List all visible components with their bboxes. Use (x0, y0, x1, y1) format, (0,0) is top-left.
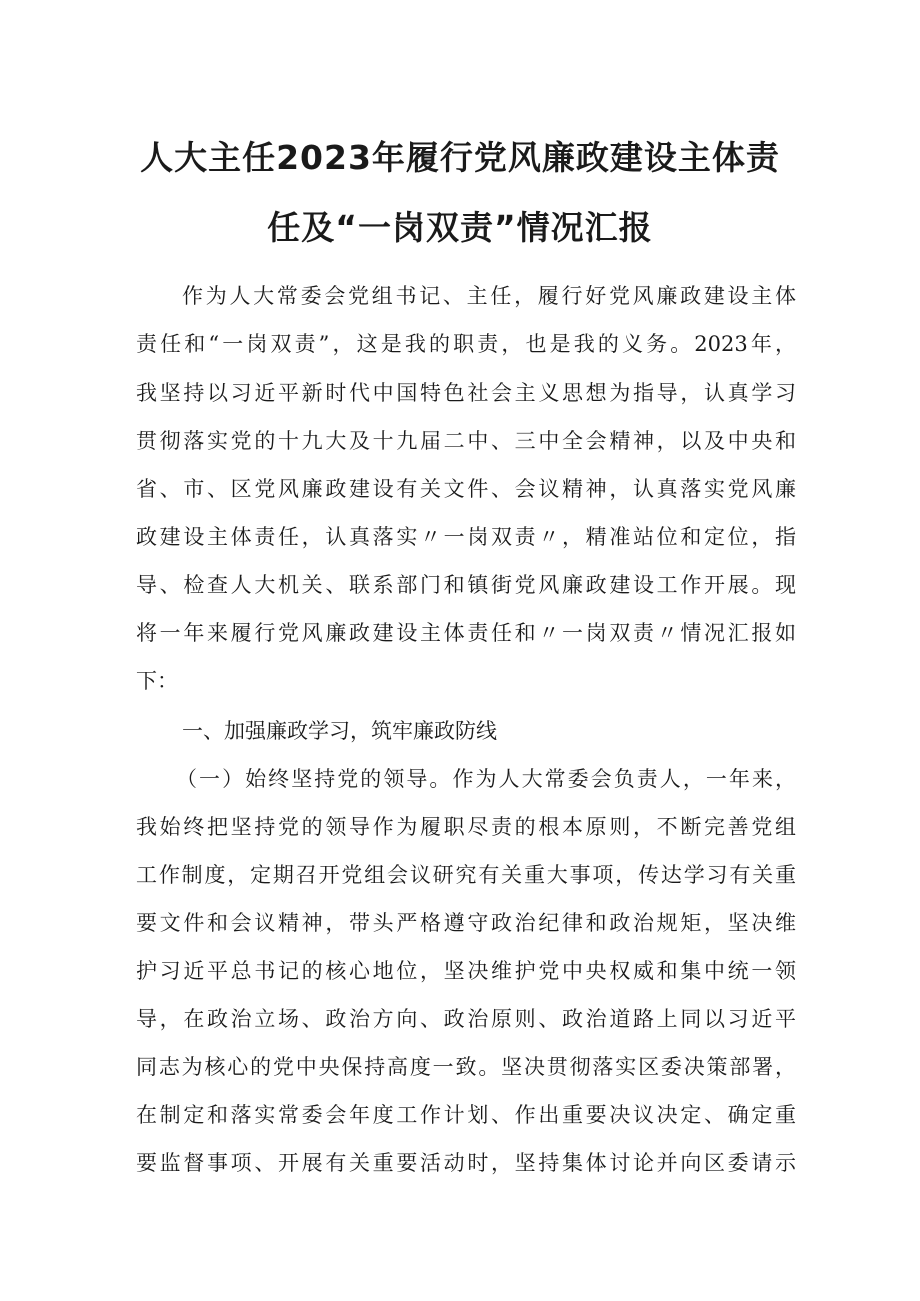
subsection-line: 我始终把坚持党的领导作为履职尽责的根本原则，不断完善党组 (136, 815, 796, 839)
intro-line: 将一年来履行党风廉政建设主体责任和〃一岗双责〃情况汇报如 (136, 621, 796, 645)
section-heading: 一、加强廉政学习，筑牢廉政防线 (182, 719, 497, 743)
subsection-line: 要监督事项、开展有关重要活动时，坚持集体讨论并向区委请示 (136, 1151, 796, 1175)
intro-line: 我坚持以习近平新时代中国特色社会主义思想为指导，认真学习 (136, 381, 796, 405)
document-title-line-1: 人大主任2023年履行党风廉政建设主体责 (140, 138, 780, 177)
intro-line: 下： (136, 669, 178, 693)
intro-line: 省、市、区党风廉政建设有关文件、会议精神，认真落实党风廉 (136, 477, 796, 501)
document-title-line-2: 任及“一岗双责”情况汇报 (267, 208, 653, 247)
subsection-line: （一）始终坚持党的领导。作为人大常委会负责人，一年来， (176, 767, 796, 791)
intro-line: 贯彻落实党的十九大及十九届二中、三中全会精神，以及中央和 (136, 429, 796, 453)
subsection-line: 导，在政治立场、政治方向、政治原则、政治道路上同以习近平 (136, 1007, 796, 1031)
intro-line: 导、检查人大机关、联系部门和镇街党风廉政建设工作开展。现 (136, 573, 796, 597)
subsection-line: 护习近平总书记的核心地位，坚决维护党中央权威和集中统一领 (136, 959, 796, 983)
subsection-line: 在制定和落实常委会年度工作计划、作出重要决议决定、确定重 (136, 1103, 796, 1127)
subsection-line: 要文件和会议精神，带头严格遵守政治纪律和政治规矩，坚决维 (136, 911, 796, 935)
intro-line: 责任和“一岗双责”，这是我的职责，也是我的义务。2023年， (136, 332, 796, 356)
subsection-line: 同志为核心的党中央保持高度一致。坚决贯彻落实区委决策部署， (136, 1055, 796, 1079)
subsection-line: 工作制度，定期召开党组会议研究有关重大事项，传达学习有关重 (136, 863, 796, 887)
intro-line: 政建设主体责任，认真落实〃一岗双责〃，精准站位和定位，指 (136, 525, 796, 549)
intro-line: 作为人大常委会党组书记、主任，履行好党风廉政建设主体 (182, 284, 796, 308)
